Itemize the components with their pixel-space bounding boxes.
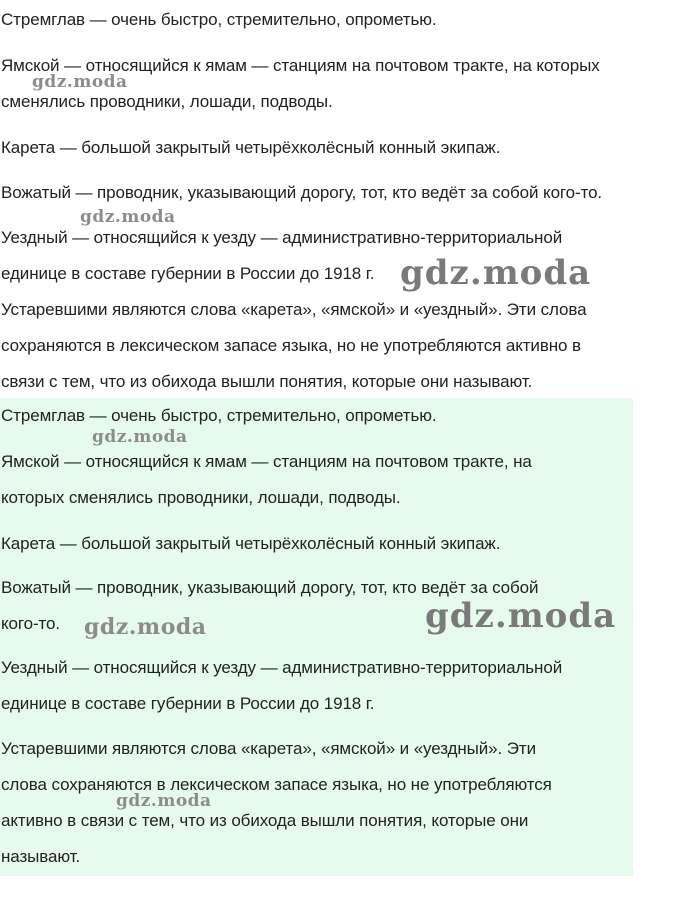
definition-kareta: Карета — большой закрытый четырёхколёсный конный экипаж. [1, 534, 501, 553]
conclusion-line-2: слова сохраняются в лексическом запасе языка, но не употребляются [1, 775, 552, 794]
conclusion-line-4: называют. [1, 847, 81, 866]
watermark-logo: gdz.moda [116, 791, 212, 811]
definition-yamskoy-line-1: Ямской — относящийся к ямам — станциям на почтовом тракте, на [1, 452, 532, 471]
definition-stremglav: Стремглав — очень быстро, стремительно, опрометью. [1, 406, 437, 425]
definition-vozhaty: Вожатый — проводник, указывающий дорогу, тот, кто ведёт за собой кого-то. [1, 183, 603, 202]
conclusion-line-1: Устаревшими являются слова «карета», «ямской» и «уездный». Эти [1, 739, 536, 758]
watermark-logo: gdz.moda [92, 427, 188, 447]
conclusion-line-3: связи с тем, что из обихода вышли понятия, которые они называют. [1, 372, 533, 391]
watermark-logo: gdz.moda [425, 596, 617, 636]
definition-vozhaty-line-2: кого-то. [1, 614, 60, 633]
definition-yamskoy-line-2: которых сменялись проводники, лошади, подводы. [1, 488, 401, 507]
definition-kareta: Карета — большой закрытый четырёхколёсный конный экипаж. [1, 138, 501, 157]
definition-uezdny-line-1: Уездный — относящийся к уезду — административно-территориальной [1, 228, 563, 247]
definition-uezdny-line-2: единице в составе губернии в России до 1918 г. [1, 694, 375, 713]
watermark-logo: gdz.moda [84, 614, 207, 640]
watermark-logo: gdz.moda [80, 207, 176, 227]
definition-uezdny-line-1: Уездный — относящийся к уезду — административно-территориальной [1, 658, 563, 677]
conclusion-line-3: активно в связи с тем, что из обихода вышли понятия, которые они [1, 811, 529, 830]
watermark-logo: gdz.moda [400, 253, 592, 293]
watermark-logo: gdz.moda [32, 72, 128, 92]
definition-yamskoy-line-1: Ямской — относящийся к ямам — станциям на почтовом тракте, на которых [1, 56, 600, 75]
conclusion-line-1: Устаревшими являются слова «карета», «ямской» и «уездный». Эти слова [1, 300, 587, 319]
definition-stremglav: Стремглав — очень быстро, стремительно, опрометью. [1, 10, 437, 29]
highlighted-answer-block [0, 398, 633, 876]
conclusion-line-2: сохраняются в лексическом запасе языка, но не употребляются активно в [1, 336, 581, 355]
definition-uezdny-line-2: единице в составе губернии в России до 1918 г. [1, 264, 375, 283]
definition-vozhaty-line-1: Вожатый — проводник, указывающий дорогу, тот, кто ведёт за собой [1, 578, 539, 597]
definition-yamskoy-line-2: сменялись проводники, лошади, подводы. [1, 92, 333, 111]
